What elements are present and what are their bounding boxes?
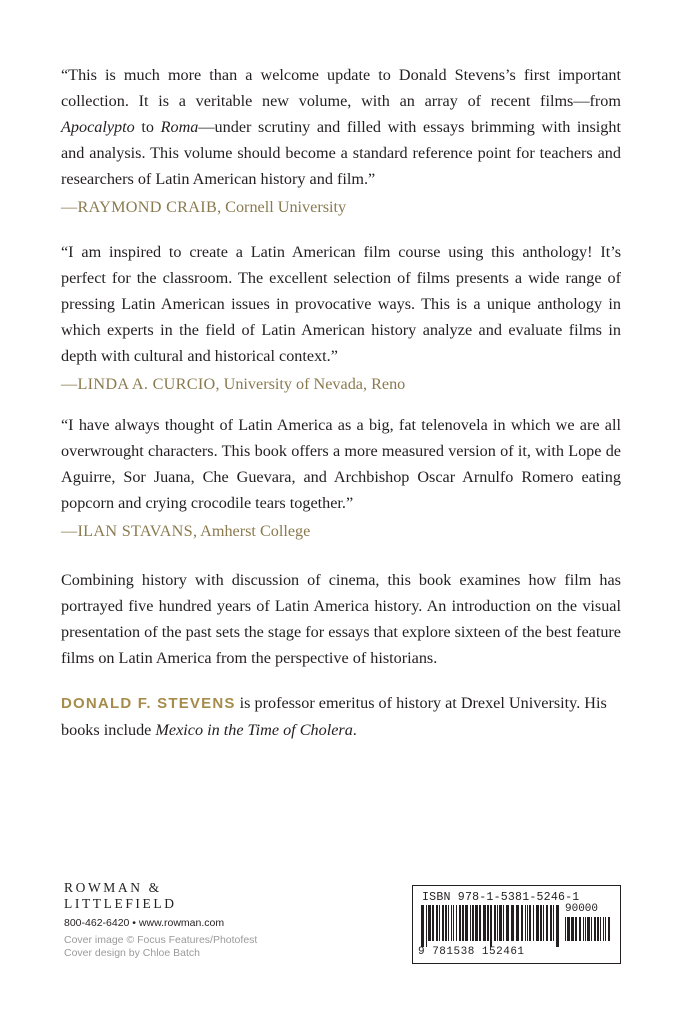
barcode-bar xyxy=(436,905,438,941)
barcode-bar xyxy=(536,905,539,941)
barcode-bar xyxy=(483,905,486,941)
endorsement-attribution xyxy=(61,371,621,397)
cover-design-credit: Cover design by Chloe Batch xyxy=(64,946,200,959)
endorser-affiliation: , University of Nevada, Reno xyxy=(215,375,406,393)
endorser-name: —RAYMOND CRAIB xyxy=(61,198,218,216)
barcode-bar xyxy=(462,905,464,941)
barcode-bar xyxy=(603,917,604,941)
barcode-bar xyxy=(516,905,519,941)
barcode-bar xyxy=(527,905,528,941)
barcode-digits: 9 781538 152461 xyxy=(418,946,525,958)
barcode-bar xyxy=(533,905,534,941)
barcode-bar xyxy=(511,905,514,941)
barcode-bar xyxy=(585,917,586,941)
barcode-bar xyxy=(579,917,581,941)
barcode-bar xyxy=(426,905,427,947)
barcode-bar xyxy=(472,905,474,941)
author-bio: DONALD F. STEVENS is professor emeritus of history at Drexel University. His books include Mexico in the Time of Cholera. xyxy=(61,694,607,739)
endorsement-attribution xyxy=(61,518,621,544)
barcode-bar xyxy=(448,905,449,941)
barcode-bar xyxy=(600,917,601,941)
endorsement-attribution xyxy=(61,194,621,220)
publisher-logo: ROWMAN & LITTLEFIELD xyxy=(64,880,177,911)
barcode-bars-icon xyxy=(421,905,561,947)
barcode-bar xyxy=(567,917,570,941)
barcode-bar xyxy=(487,905,489,941)
barcode-bar xyxy=(571,917,574,941)
publisher-contact: 800-462-6420 • www.rowman.com xyxy=(64,917,225,929)
film-title: Apocalypto xyxy=(61,118,135,136)
book-description: Combining history with discussion of cinema, this book examines how film has portrayed five hundred years of Latin America history. An introduction on the visual presentation of the past sets the stage for essays that explore sixteen of the best feature films on Latin America from the perspective of historians. xyxy=(61,571,621,667)
barcode-bar xyxy=(439,905,440,941)
endorsement-stavans xyxy=(61,412,621,544)
cover-image-credit: Cover image © Focus Features/Photofest xyxy=(64,934,258,946)
barcode-bar xyxy=(546,905,548,941)
barcode-bar xyxy=(540,905,542,941)
barcode-bar xyxy=(594,917,596,941)
publisher-block xyxy=(64,880,324,959)
barcode-bar xyxy=(490,905,492,947)
endorser-affiliation: , Cornell University xyxy=(217,198,347,216)
cover-credits xyxy=(64,934,324,959)
barcode-bar xyxy=(553,905,554,941)
barcode-bar xyxy=(456,905,457,941)
barcode-bar xyxy=(529,905,531,941)
barcode-bar xyxy=(459,905,461,941)
barcode-bar xyxy=(499,905,502,941)
endorsement-text: “I have always thought of Latin America as a big, fat telenovela in which we are all overwrought characters. This book offers a more measured version of it, with Lope de Aguirre, Sor Juana, Che Guevara, and Archbishop Oscar Arnulfo Romero eating popcorn and crying crocodile tears together.” xyxy=(61,416,621,512)
barcode-bar xyxy=(583,917,584,941)
barcode-bar xyxy=(494,905,496,941)
addon-barcode-bars-icon xyxy=(565,917,611,947)
barcode-bar xyxy=(442,905,444,941)
endorser-affiliation: , Amherst College xyxy=(192,522,311,540)
barcode-bar xyxy=(465,905,468,941)
author-name: DONALD F. STEVENS xyxy=(61,695,236,712)
book-title: Mexico in the Time of Cholera xyxy=(155,721,353,739)
isbn-barcode xyxy=(412,885,621,964)
barcode-bar xyxy=(432,905,434,941)
barcode-bar xyxy=(550,905,552,941)
endorsement-curcio xyxy=(61,239,621,397)
endorsement-text: “I am inspired to create a Latin American film course using this anthology! It’s perfect for the classroom. The excellent selection of films presents a wide range of pressing Latin American issues in provocative ways. This is a unique anthology in which experts in the field of Latin American history analyze and evaluate films in depth with cultural and historical context.” xyxy=(61,243,621,365)
barcode-bar xyxy=(543,905,544,941)
barcode-bar xyxy=(445,905,447,941)
barcode-bar xyxy=(506,905,509,941)
barcode-bar xyxy=(591,917,592,941)
endorser-name: —ILAN STAVANS xyxy=(61,522,193,540)
barcode-bar xyxy=(575,917,577,941)
endorser-name: —LINDA A. CURCIO xyxy=(61,375,216,393)
barcode-bar xyxy=(479,905,481,941)
endorsement-text: “This is much more than a welcome update to Donald Stevens’s first important collection. It is a veritable new volume, with an array of recent films—from Apocalypto to Roma—under scrutiny and filled with essays brimming with insight and analysis. This volume should become a standard reference point for teachers and researchers of Latin American history and film.” xyxy=(61,66,621,188)
barcode-bar xyxy=(453,905,454,941)
barcode-bar xyxy=(525,905,526,941)
film-title: Roma xyxy=(160,118,199,136)
barcode-bar xyxy=(605,917,606,941)
barcode-bar xyxy=(451,905,452,941)
barcode-bar xyxy=(497,905,498,941)
barcode-bar xyxy=(597,917,599,941)
barcode-bar xyxy=(608,917,610,941)
barcode-bar xyxy=(565,917,566,941)
barcode-bar xyxy=(470,905,471,941)
barcode-bar xyxy=(421,905,424,947)
barcode-bar xyxy=(503,905,504,941)
addon-digits: 90000 xyxy=(565,903,599,915)
barcode-bar xyxy=(428,905,431,941)
barcode-bar xyxy=(587,917,590,941)
barcode-bar xyxy=(521,905,523,941)
isbn-label: ISBN 978-1-5381-5246-1 xyxy=(422,891,580,904)
barcode-bar xyxy=(475,905,478,941)
endorsement-craib xyxy=(61,62,621,220)
barcode-bar xyxy=(556,905,559,947)
